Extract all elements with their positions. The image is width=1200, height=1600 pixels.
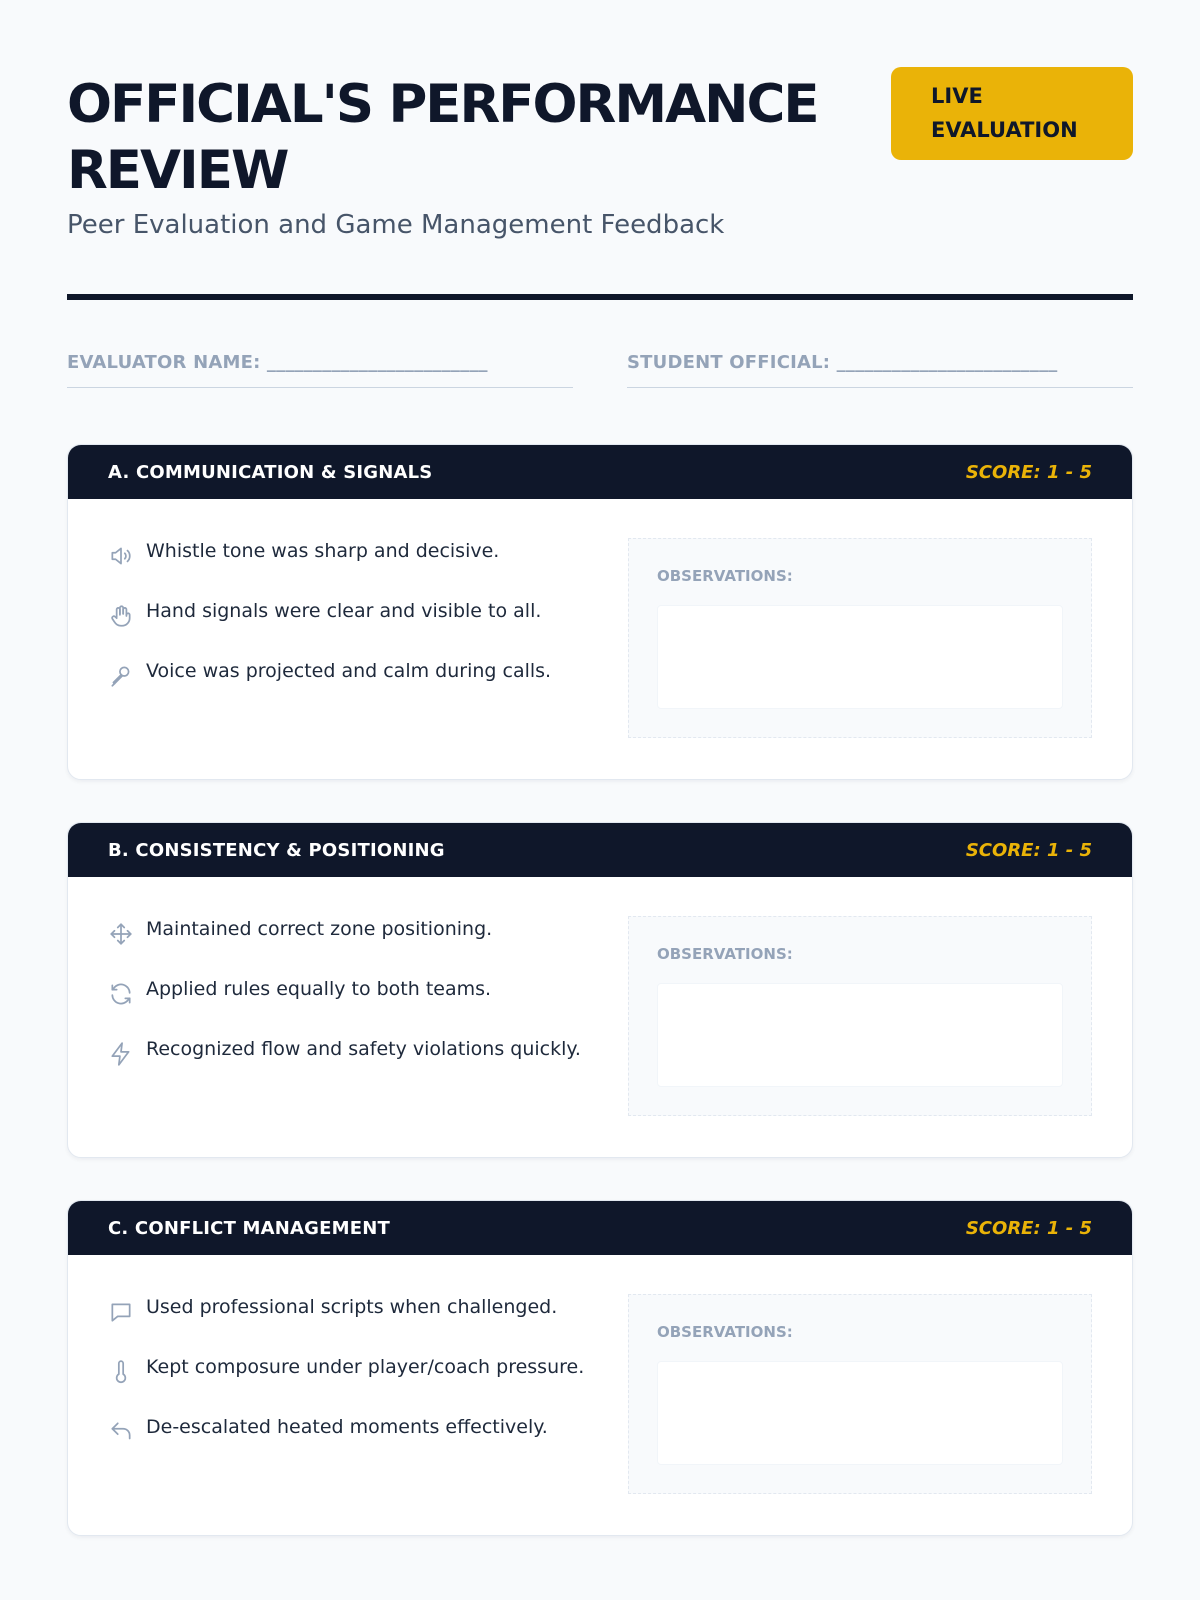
refresh-icon bbox=[108, 981, 134, 1007]
observations-label: OBSERVATIONS: bbox=[657, 567, 793, 585]
observations-input[interactable] bbox=[657, 1361, 1063, 1465]
criteria-text: Kept composure under player/coach pressure. bbox=[146, 1356, 585, 1378]
criteria-text: Used professional scripts when challenged. bbox=[146, 1296, 558, 1318]
score-range: SCORE: 1 - 5 bbox=[965, 839, 1092, 861]
observations-panel bbox=[628, 538, 1092, 738]
observations-panel bbox=[628, 916, 1092, 1116]
criteria-text: Hand signals were clear and visible to all. bbox=[146, 600, 542, 622]
score-range: SCORE: 1 - 5 bbox=[965, 1217, 1092, 1239]
observations-input[interactable] bbox=[657, 605, 1063, 709]
criteria-item bbox=[108, 1035, 588, 1095]
criteria-item bbox=[108, 1413, 588, 1473]
criteria-text: Applied rules equally to both teams. bbox=[146, 978, 492, 1000]
header bbox=[67, 0, 1133, 300]
criteria-item bbox=[108, 1353, 588, 1413]
microphone-icon bbox=[108, 663, 134, 689]
criteria-item bbox=[108, 915, 588, 975]
move-icon bbox=[108, 921, 134, 947]
section-title: B. CONSISTENCY & POSITIONING bbox=[108, 839, 445, 861]
criteria-list bbox=[108, 915, 588, 1095]
section-title: C. CONFLICT MANAGEMENT bbox=[108, 1217, 390, 1239]
criteria-item bbox=[108, 1293, 588, 1353]
criteria-list bbox=[108, 537, 588, 717]
thermometer-icon bbox=[108, 1359, 134, 1385]
criteria-text: De-escalated heated moments effectively. bbox=[146, 1416, 548, 1438]
section-communication-signals bbox=[67, 444, 1133, 780]
criteria-text: Voice was projected and calm during calls. bbox=[146, 660, 552, 682]
student-official-field[interactable]: STUDENT OFFICIAL: ________________________ bbox=[627, 352, 1133, 388]
criteria-text: Whistle tone was sharp and decisive. bbox=[146, 540, 500, 562]
criteria-text: Recognized flow and safety violations quickly. bbox=[146, 1038, 581, 1060]
criteria-item bbox=[108, 537, 588, 597]
undo-icon bbox=[108, 1419, 134, 1445]
hand-icon bbox=[108, 603, 134, 629]
observations-panel bbox=[628, 1294, 1092, 1494]
header-divider bbox=[67, 294, 1133, 300]
chat-icon bbox=[108, 1299, 134, 1325]
page-subtitle: Peer Evaluation and Game Management Feedback bbox=[67, 210, 725, 240]
criteria-item bbox=[108, 975, 588, 1035]
score-range: SCORE: 1 - 5 bbox=[965, 461, 1092, 483]
criteria-list bbox=[108, 1293, 588, 1473]
section-header bbox=[68, 1201, 1132, 1255]
section-title: A. COMMUNICATION & SIGNALS bbox=[108, 461, 433, 483]
observations-label: OBSERVATIONS: bbox=[657, 1323, 793, 1341]
section-conflict-management bbox=[67, 1200, 1133, 1536]
page-title: OFFICIAL'S PERFORMANCE REVIEW bbox=[67, 74, 818, 201]
observations-label: OBSERVATIONS: bbox=[657, 945, 793, 963]
section-header bbox=[68, 445, 1132, 499]
criteria-item bbox=[108, 597, 588, 657]
live-evaluation-badge: LIVE EVALUATION bbox=[891, 67, 1133, 160]
evaluator-name-field[interactable]: EVALUATOR NAME: ________________________ bbox=[67, 352, 573, 388]
observations-input[interactable] bbox=[657, 983, 1063, 1087]
criteria-text: Maintained correct zone positioning. bbox=[146, 918, 493, 940]
review-form bbox=[67, 0, 1133, 1438]
name-fields bbox=[67, 352, 1133, 388]
section-consistency-positioning bbox=[67, 822, 1133, 1158]
lightning-icon bbox=[108, 1041, 134, 1067]
speaker-icon bbox=[108, 543, 134, 569]
section-header bbox=[68, 823, 1132, 877]
criteria-item bbox=[108, 657, 588, 717]
